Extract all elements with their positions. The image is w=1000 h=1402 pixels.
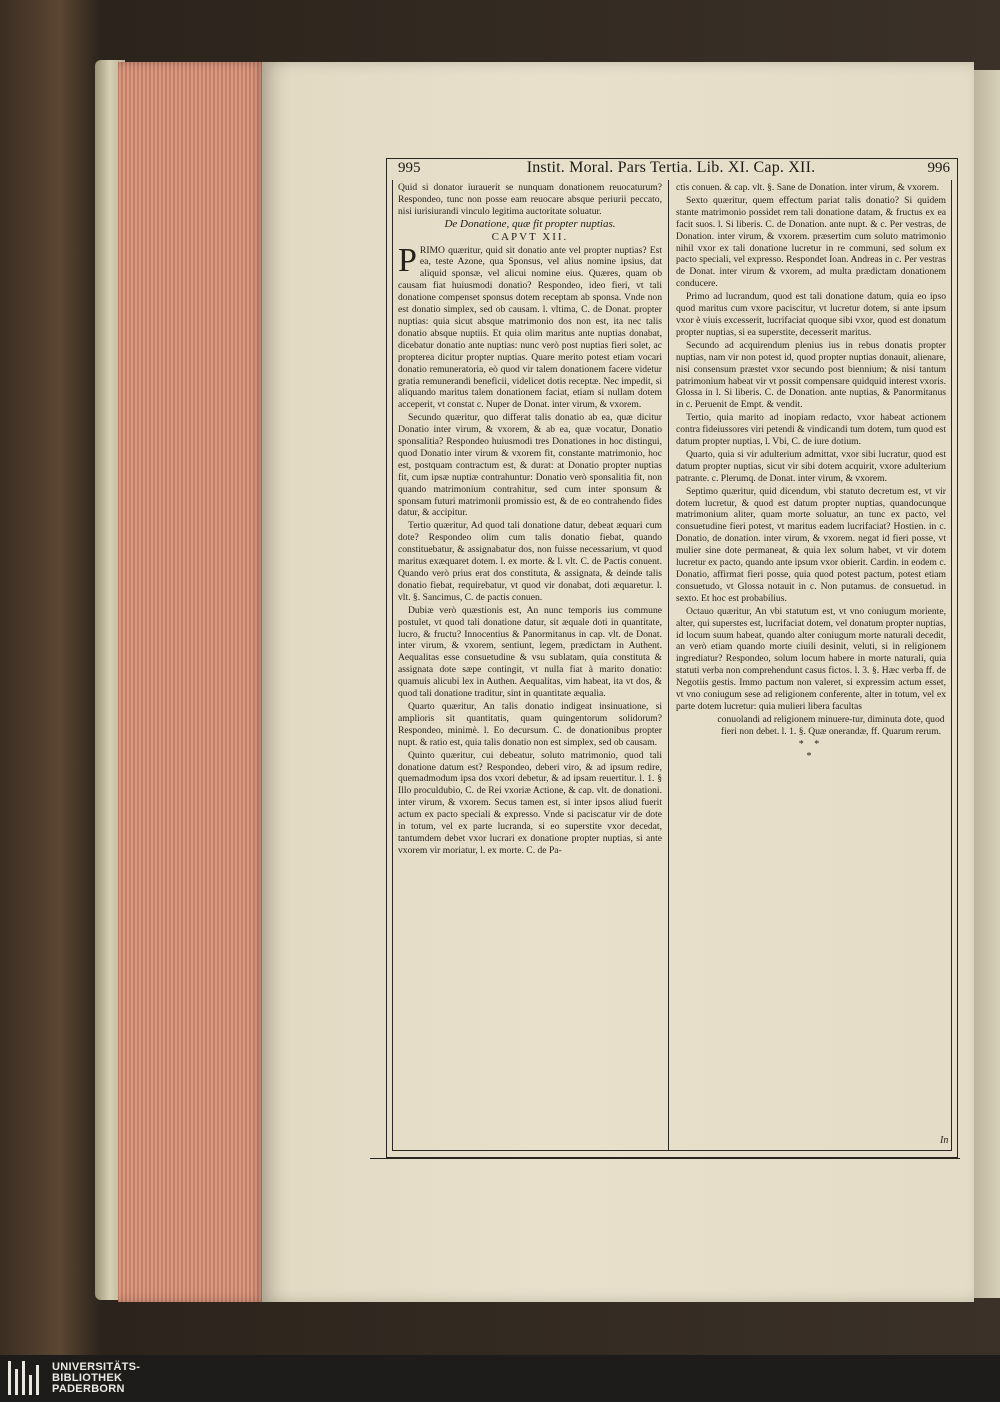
page-number-left: 995 [398, 160, 421, 176]
running-title: Instit. Moral. Pars Tertia. Lib. XI. Cap. XII. [526, 159, 816, 176]
column-divider [668, 180, 669, 1150]
library-name-line3: PADERBORN [52, 1383, 125, 1395]
chapter-heading: CAPVT XII. [491, 230, 569, 243]
closing-paragraph: conuolandi ad religionem minuere-tur, diminuta dote, quod fieri non debet. l. 1. §. Quæ onerandæ, ff. Quarum rerum. [717, 713, 945, 737]
paragraph-octauo: Octauo quæritur, An vbi statutum est, vt vno coniugum moriente, alter, qui superstes est, lucrifaciat dotem, vel donatum propter nuptias, id locum suum habeat, quando alter coniugum morte naturali decedit, an verò etiam quando morte ciuili desinit, veluti, si in religionem ingrediatur? Respondeo, solum locum habere in morte naturali, quia statuti verba non comprehendunt casus fictos. l. 3. §. Hæc verba ff. de Negotiis gestis. Immo pactum non valeret, si expressim actum esset, vt vno coniugum sese ad religionem conferente, alter in totum, vel ex parte dotem lucretur: quia mulieri libera facultas [676, 605, 946, 712]
paragraph-secundo-ad: Secundo ad acquirendum plenius ius in rebus donatis propter nuptias, nam vir non potest id, quod propter nuptias donauit, alienare, nisi consensum præstet vxor secundo post biennium; & nisi tantum patrimonium habeat vir vt possit compensare quidquid interest vxoris. Glossa in l. Si liberis. C. de Donation. ante nuptias, & Panormitanus in c. Peruenit de Empt. & vendit. [676, 339, 946, 411]
page-stack-edge [118, 62, 266, 1302]
facing-page-edge [974, 70, 1000, 1298]
ornament-stars: * * * [798, 738, 824, 762]
left-column [398, 182, 662, 858]
right-column [676, 182, 946, 764]
continuation-text: ctis conuen. & cap. vlt. §. Sane de Donation. inter virum, & vxorem. [676, 182, 939, 193]
page-header [392, 160, 950, 180]
paragraph-primo-ad: Primo ad lucrandum, quod est tali donatione datum, quia eo ipso quod maritus cum vxore paciscitur, vt lucretur dotem, si ante ipsum vxor è viuis excesserit, lucrifaciat quoque sibi vxor, quod est donatum propter nuptias, si ea superstite, decesserit maritus. [676, 291, 946, 338]
section-title: De Donatione, quæ fit propter nuptias. [444, 217, 616, 230]
bottom-rule [370, 1158, 960, 1159]
paragraph-secundo: Secundo quæritur, quo differat talis donatio ab ea, quæ dicitur Donatio inter virum, & vxorem, & ab ea, quæ vocatur, Donatio sponsalitia? Respondeo huiusmodi tres Donationes in hoc distingui, quod Donatio inter virum & vxorem fit, constante matrimonio, hoc est, postquam contractum est, & durat: at Donatio propter nuptias fit, cum ipsæ nuptiæ contrahuntur: Donatio verò sponsalitia fit, non quando matrimonium contrahitur, sed cum inter sponsum & sponsam futuri matrimonii promissio est, & de eo contrahendo fides datur, & accipitur. [398, 412, 662, 519]
library-name-line1: UNIVERSITÄTS- [52, 1361, 141, 1373]
paragraph-tertio-quia: Tertio, quia marito ad inopiam redacto, vxor habeat actionem contra fideiussores viri petendi & vindicandi tum dotem, tum quod est datum propter nuptias, l. Vbi, C. de iure dotium. [676, 412, 946, 448]
paragraph-tertio: Tertio quæritur, Ad quod tali donatione datur, debeat æquari cum dote? Respondeo olim cum talis donatio fiebat, quando constituebatur, & assignabatur dos, non fuisse necessarium, vt quod maritus exæquaret dotem. l. ex morte. & l. vlt. C. de Pactis conuent. Quando verò prius erat dos constituta, & assignata, & deinde talis donatio fiebat, requirebatur, vt quod vir donabat, doti æquaretur. l. vlt. §. Sancimus, C. de pactis conuen. [398, 520, 662, 603]
library-logo-text [52, 1362, 140, 1395]
paragraph-quarto-quia: Quarto, quia si vir adulterium admittat, vxor sibi lucratur, quod est datum propter nuptias, sicut vir sibi dotem acquirit, vxore adulterium patrante. c. Plerumq. de Donat. inter virum, & vxorem. [676, 448, 946, 484]
library-name-line2: BIBLIOTHEK [52, 1372, 123, 1384]
library-footer [0, 1355, 1000, 1402]
paragraph-quarto: Quarto quæritur, An talis donatio indigeat insinuatione, si amplioris sit quantitatis, quam quingentorum solidorum? Respondeo, minimè. l. Eo decursum. C. de donationibus propter nupt. & ratio est, quia talis donatio non est simplex, sed ob causam. [398, 700, 662, 748]
paragraph-primo [398, 241, 662, 412]
catchword: In [940, 1135, 949, 1146]
paragraph-septimo: Septimo quæritur, quid dicendum, vbi statuto decretum est, vt vir dotem lucretur, & quod est datum propter nuptias, quandocunque matrimonium aliter, quam morte soluatur, an tunc ex pacto, vel consuetudine fieri potest, vt maritus eadem lucrifaciat? Hostien. in c. Donatio, de donation. inter virum, & vxorem. negat id fieri posse, vt mulier sine dote permaneat, & quia lex solum habet, vt vir dotem lucretur ex pacto, quando ante ipsum vxor obierit. Cardin. in eodem c. Donatio, affirmat fieri posse, quia quod potest pactum, potest etiam consuetudo, vt Glossa notauit in c. Non putamus. de consuetud. in sexto. Et hoc est probabilius. [676, 485, 946, 604]
paragraph-quinto: Quinto quæritur, cui debeatur, soluto matrimonio, quod tali donatione datum est? Respondeo, deberi viro, & ad ipsum redire, quemadmodum ipsa dos vxori debetur, & ad ipsam reuertitur. l. 1. § Illo proculdubio, C. de Rei vxoriæ Actione, & cap. vlt. de donationi. inter virum, & vxorem. Secus tamen est, si inter ipsos aliud fuerit actum ex pacto speciali & expresso. Vnde si paciscatur vir de dote in totum, vel ex parte lucranda, si eo superstite vxor decedat, tantumdem debet vxor lucrari ex donatione propter nuptias, si ante vxorem vir moriatur, l. ex morte. C. de Pa- [398, 749, 662, 856]
paragraph-dubiae: Dubiæ verò quæstionis est, An nunc temporis ius commune postulet, vt quod tali donatione datur, sit æquale doti in quantitate, lucro, & fructu? Innocentius & Panormitanus in cap. vlt. de Donat. inter virum, & vxorem, sentiunt, legem, prædictam in Authent. Aequalitas esse consuetudine & vsu sublatam, quia constituta & assignata dote sæpe contingit, vt nulla fiat à marito donatio: quamuis alicubi lex in Authen. Aequalitas, vim habeat, ita vt dos, & quod tali donatione traditur, sint in quantitate æqualia. [398, 604, 662, 700]
paragraph-primo-text: RIMO quæritur, quid sit donatio ante vel propter nuptias? Est ea, teste Azone, qua Sponsus, vel alius nomine ipsius, dat aliquid sponsæ, vel alicui nomine eius. Quæres, quam ob causam fiat huiusmodi donatio? Respondeo, ideo fieri, vt tali donatione compenset sponsus dotem receptam ab sponsa. Vnde non est donatio simplex, sed ob causam. l. vltima, C. de Donat. propter nuptias: quia sicut absque matrimonio dos non est, ita nec talis donatio absque nuptiis. Et quia olim maritus ante nuptias donabat, dicebatur donatio ante nuptias: nunc verò post nuptias fieri solet, ac propterea dicitur propter nuptias. Quare merito potest etiam vocari donatio remuneratoria, eò quod vir talem donationem facere videtur gratia remunerandi beneficii, videlicet dotis receptæ. Nec impedit, si aliquando maritus talem donationem faciat, etiam si nullam dotem acceperit, vt constat c. Nuper de Donat. inter virum, & vxorem. [398, 244, 662, 411]
paragraph-sexto: Sexto quæritur, quem effectum pariat talis donatio? Si quidem stante matrimonio possidet rem tali donatione datam, & fructus ex ea facit suos. l. Si liberis. C. de Donation. ante nupt. & c. Per vestras, de Donation. inter virum, & vxorem. præsertim cum soluto matrimonio nihil vxor ex tali donatione lucretur in re communi, sed solum ex pacto speciali, vel expresso. Respondet Ioan. Andreas in c. Per vestras de Donat. inter virum & vxorem, ad multa prædictam donationem conducere. [676, 194, 946, 290]
intro-paragraph: Quid si donator iurauerit se nunquam donationem reuocaturum? Respondeo, tunc non posse eam reuocare absque periurii peccato, nisi iurisiurandi vinculo legitima auctoritate soluatur. [398, 182, 662, 217]
page-number-right: 996 [927, 160, 950, 176]
library-logo-icon [8, 1361, 42, 1395]
drop-cap: P [398, 241, 417, 279]
